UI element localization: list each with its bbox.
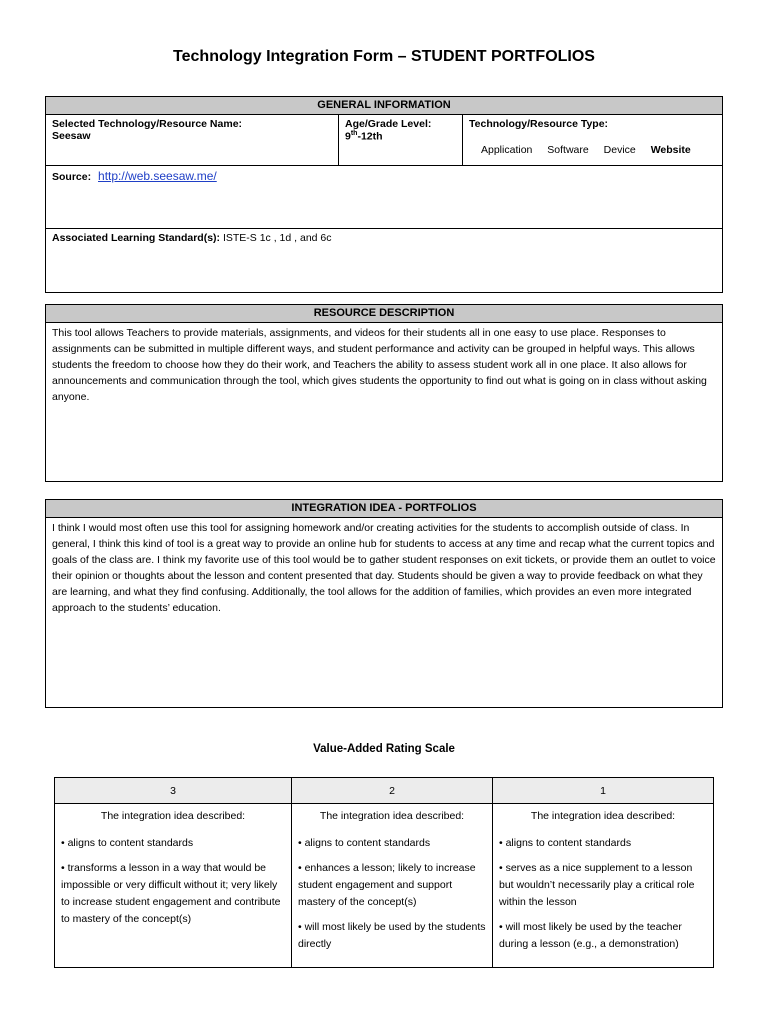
standards-label: Associated Learning Standard(s): [52, 232, 221, 244]
criteria-bullet: • serves as a nice supplement to a lesson but wouldn’t necessarily play a critical role within the lesson [499, 862, 695, 908]
score-3-criteria [55, 804, 292, 968]
page-title: Technology Integration Form – STUDENT PORTFOLIOS [173, 48, 595, 65]
integration-idea-header: INTEGRATION IDEA - PORTFOLIOS [46, 500, 722, 518]
criteria-bullet: • aligns to content standards [61, 837, 194, 849]
resource-type-options [481, 144, 716, 156]
resource-description-header: RESOURCE DESCRIPTION [46, 305, 722, 323]
criteria-bullet: • enhances a lesson; likely to increase student engagement and support mastery of the concept(s) [298, 862, 476, 908]
technology-name-label: Selected Technology/Resource Name: [52, 118, 243, 130]
criteria-bullet: • will most likely be used by the students directly [298, 921, 486, 950]
score-header-1: 1 [493, 778, 714, 804]
general-info-row [46, 115, 722, 166]
rating-scale-table [54, 777, 714, 968]
type-software: Software [547, 144, 589, 156]
technology-name-cell [46, 115, 339, 165]
technology-name-value: Seesaw [52, 130, 91, 142]
criteria-intro: The integration idea described: [530, 810, 676, 822]
criteria-bullet: • will most likely be used by the teacher during a lesson (e.g., a demonstration) [499, 921, 682, 950]
criteria-intro: The integration idea described: [100, 810, 246, 822]
grade-level-cell [339, 115, 463, 165]
type-device: Device [603, 144, 636, 156]
integration-idea-section [45, 499, 723, 708]
resource-description-text: This tool allows Teachers to provide materials, assignments, and videos for their students all in one easy to use place. Responses to assignments can be submitted in multiple different ways, and student performance and activity can be grouped in helpful ways. This allows students the freedom to choose how they do their work, and Teachers the ability to assess student work all in one place. It also allows for announcements and communication through the tool, which gives students the opportunity to find out what is going on in class without asking anyone. [52, 327, 707, 403]
type-website-selected: Website [650, 144, 691, 156]
grade-level-label: Age/Grade Level: [345, 118, 432, 130]
score-header-2: 2 [292, 778, 493, 804]
standards-row [46, 229, 722, 291]
score-2-criteria [292, 804, 493, 968]
integration-idea-text: I think I would most often use this tool for assigning homework and/or creating activities for the students to accomplish outside of class. In general, I think this kind of tool is a great way to provide an online hub for students to access at any time and recap what the current topics and goals of the class are. I think my favorite use of this tool would be to gather student responses on exit tickets, or provide them an outlet to voice their opinion or thoughts about the lesson and content presented that day. Students should be given a way to provide feedback on what they are learning, and what they find confusing. Additionally, the tool allows for the addition of families, which provides an even more integrated approach to the students’ education. [52, 522, 716, 614]
criteria-bullet: • aligns to content standards [499, 837, 632, 849]
general-information-header: GENERAL INFORMATION [46, 97, 722, 115]
type-application: Application [481, 144, 533, 156]
source-label: Source: [52, 171, 92, 183]
rating-scale-title: Value-Added Rating Scale [313, 743, 455, 755]
criteria-bullet: • transforms a lesson in a way that would be impossible or very difficult without it; very likely to increase student engagement and contribute to mastery of the concept(s) [61, 862, 281, 925]
source-link[interactable]: http://web.seesaw.me/ [98, 169, 217, 183]
source-row [46, 166, 722, 229]
resource-type-cell [463, 115, 722, 165]
score-1-criteria [493, 804, 714, 968]
standards-value: ISTE-S 1c , 1d , and 6c [222, 232, 332, 244]
resource-description-section [45, 304, 723, 482]
score-header-3: 3 [55, 778, 292, 804]
resource-type-label: Technology/Resource Type: [469, 118, 609, 130]
general-information-section [45, 96, 723, 293]
grade-level-value: 9th-12th [345, 130, 383, 143]
criteria-intro: The integration idea described: [319, 810, 465, 822]
criteria-bullet: • aligns to content standards [298, 837, 431, 849]
